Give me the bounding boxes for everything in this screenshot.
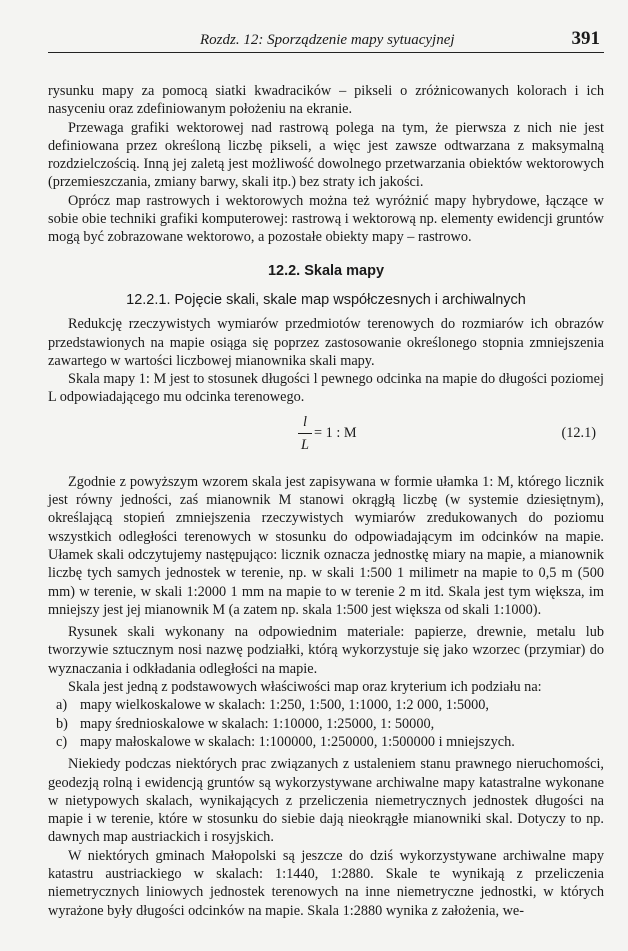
subsection-title: 12.2.1. Pojęcie skali, skale map współczesnych i archiwalnych <box>126 291 526 308</box>
equation-number: (12.1) <box>561 424 596 441</box>
list-item-text: mapy wielkoskalowe w skalach: 1:250, 1:500, 1:1000, 1:2 000, 1:5000, <box>80 697 490 714</box>
fraction <box>298 413 312 454</box>
running-title: Rozdz. 12: Sporządzenie mapy sytuacyjnej <box>200 32 455 48</box>
paragraph: Oprócz map rastrowych i wektorowych można też wyróżnić mapy hybrydowe, łączące w sobie obie techniki grafiki komputerowej: rastrową i wektorową np. elementy ewidencji gruntów mogą być zobrazowane wektorowo, a pozostałe obiekty mapy – rastrowo. <box>48 192 604 246</box>
list-item <box>48 696 604 714</box>
paragraph: Skala mapy 1: M jest to stosunek długości l pewnego odcinka na mapie do długości poziomej L odpowiadającego mu odcinka terenowego. <box>48 371 604 406</box>
list-item <box>48 733 604 751</box>
paragraph: Skala jest jedną z podstawowych właściwości map oraz kryterium ich podziału na: <box>68 679 542 696</box>
paragraph: Niekiedy podczas niektórych prac związanych z ustaleniem stanu prawnego nieruchomości, geodezją rolną i ewidencją gruntów są wykorzystywane archiwalne mapy katastralne wykonane w nietypowych skalach, wynikających z przeliczenia niemetrycznych jednostek długości na mapie i w terenie, które w stosunku do siebie dają nieokrągłe mianowniki skal. Dotyczy to np. dawnych map austriackich i rosyjskich. <box>48 756 604 846</box>
list-item-text: mapy średnioskalowe w skalach: 1:10000, 1:25000, 1: 50000, <box>80 715 435 732</box>
paragraph: Redukcję rzeczywistych wymiarów przedmiotów terenowych do rozmiarów ich obrazów przedstawionych na mapie osiąga się poprzez zastosowanie określonego stopnia zmniejszenia zawartego w wartości liczbowej mianownika skali mapy. <box>48 316 604 369</box>
list-item <box>48 715 604 733</box>
paragraph: rysunku mapy za pomocą siatki kwadracików – pikseli o zróżnicowanych kolorach i ich nasyceniu oraz zdefiniowanym położeniu na ekranie. <box>48 83 604 118</box>
paragraph: Rysunek skali wykonany na odpowiednim materiale: papierze, drewnie, metalu lub tworzywie sztucznym nosi nazwę podziałki, którą wykorzystuje się jako wzorzec (przymiar) do wyznaczania i odkładania odległości na mapie. <box>48 624 604 677</box>
section-title: 12.2. Skala mapy <box>267 262 385 279</box>
list-item-text: mapy małoskalowe w skalach: 1:100000, 1:250000, 1:500000 i mniejszych. <box>80 733 515 750</box>
paragraph: W niektórych gminach Małopolski są jeszcze do dziś wykorzystywane archiwalne mapy katastru austriackiego w skalach: 1:1440, 1:2880. Skale te wynikają z przeliczenia niemetrycznych liniowych jednostek terenowych na inne niemetryczne jednostki, w których wyrażone były długości odcinków na mapie. Skala 1:2880 wynika z założenia, we- <box>48 847 604 919</box>
fraction-denominator: L <box>301 436 309 453</box>
paragraph: Przewaga grafiki wektorowej nad rastrową polega na tym, że pierwsza z nich nie jest definiowana przez określoną liczbę pikseli, a więc jest zawsze odtwarzana z maksymalną rozdzielczością. Inną jej zaletą jest możliwość dowolnego przetwarzania obiektów wektorowych (przemieszczania, zmiany barwy, skali itp.) bez straty ich jakości. <box>48 119 604 191</box>
fraction-bar <box>298 433 312 434</box>
formula-rhs: = 1 : M <box>314 424 357 441</box>
list-item-label: b) <box>56 715 68 732</box>
list-item-label: a) <box>56 697 68 714</box>
fraction-numerator: l <box>303 413 307 430</box>
formula-12-1 <box>48 413 604 463</box>
list-item-label: c) <box>56 733 68 750</box>
scale-list <box>48 696 604 751</box>
running-header <box>48 30 604 53</box>
paragraph: Zgodnie z powyższym wzorem skala jest zapisywana w formie ułamka 1: M, którego licznik jest równy jedności, zaś mianownik M stanowi okrągłą liczbę (w systemie dziesiętnym), określającą stopień zmniejszenia rzeczywistych wymiarów zredukowanych do poziomu wszystkich odległości terenowych w stosunku do odpowiadającym im odcinków na mapie. Ułamek skali odczytujemy następująco: licznik oznacza jednostkę miary na mapie, a mianownik liczbę tych samych jednostek w terenie, np. w skali 1:500 1 milimetr na mapie to 0,5 m (500 mm) w terenie, w skali 1:2000 1 mm na mapie to w terenie 2 m itd. Skala jest tym większa, im mniejszy jest jej mianownik M (a zatem np. skala 1:500 jest większa od skali 1:1000). <box>48 473 604 618</box>
body-text <box>48 82 604 920</box>
page-number: 391 <box>571 28 600 49</box>
